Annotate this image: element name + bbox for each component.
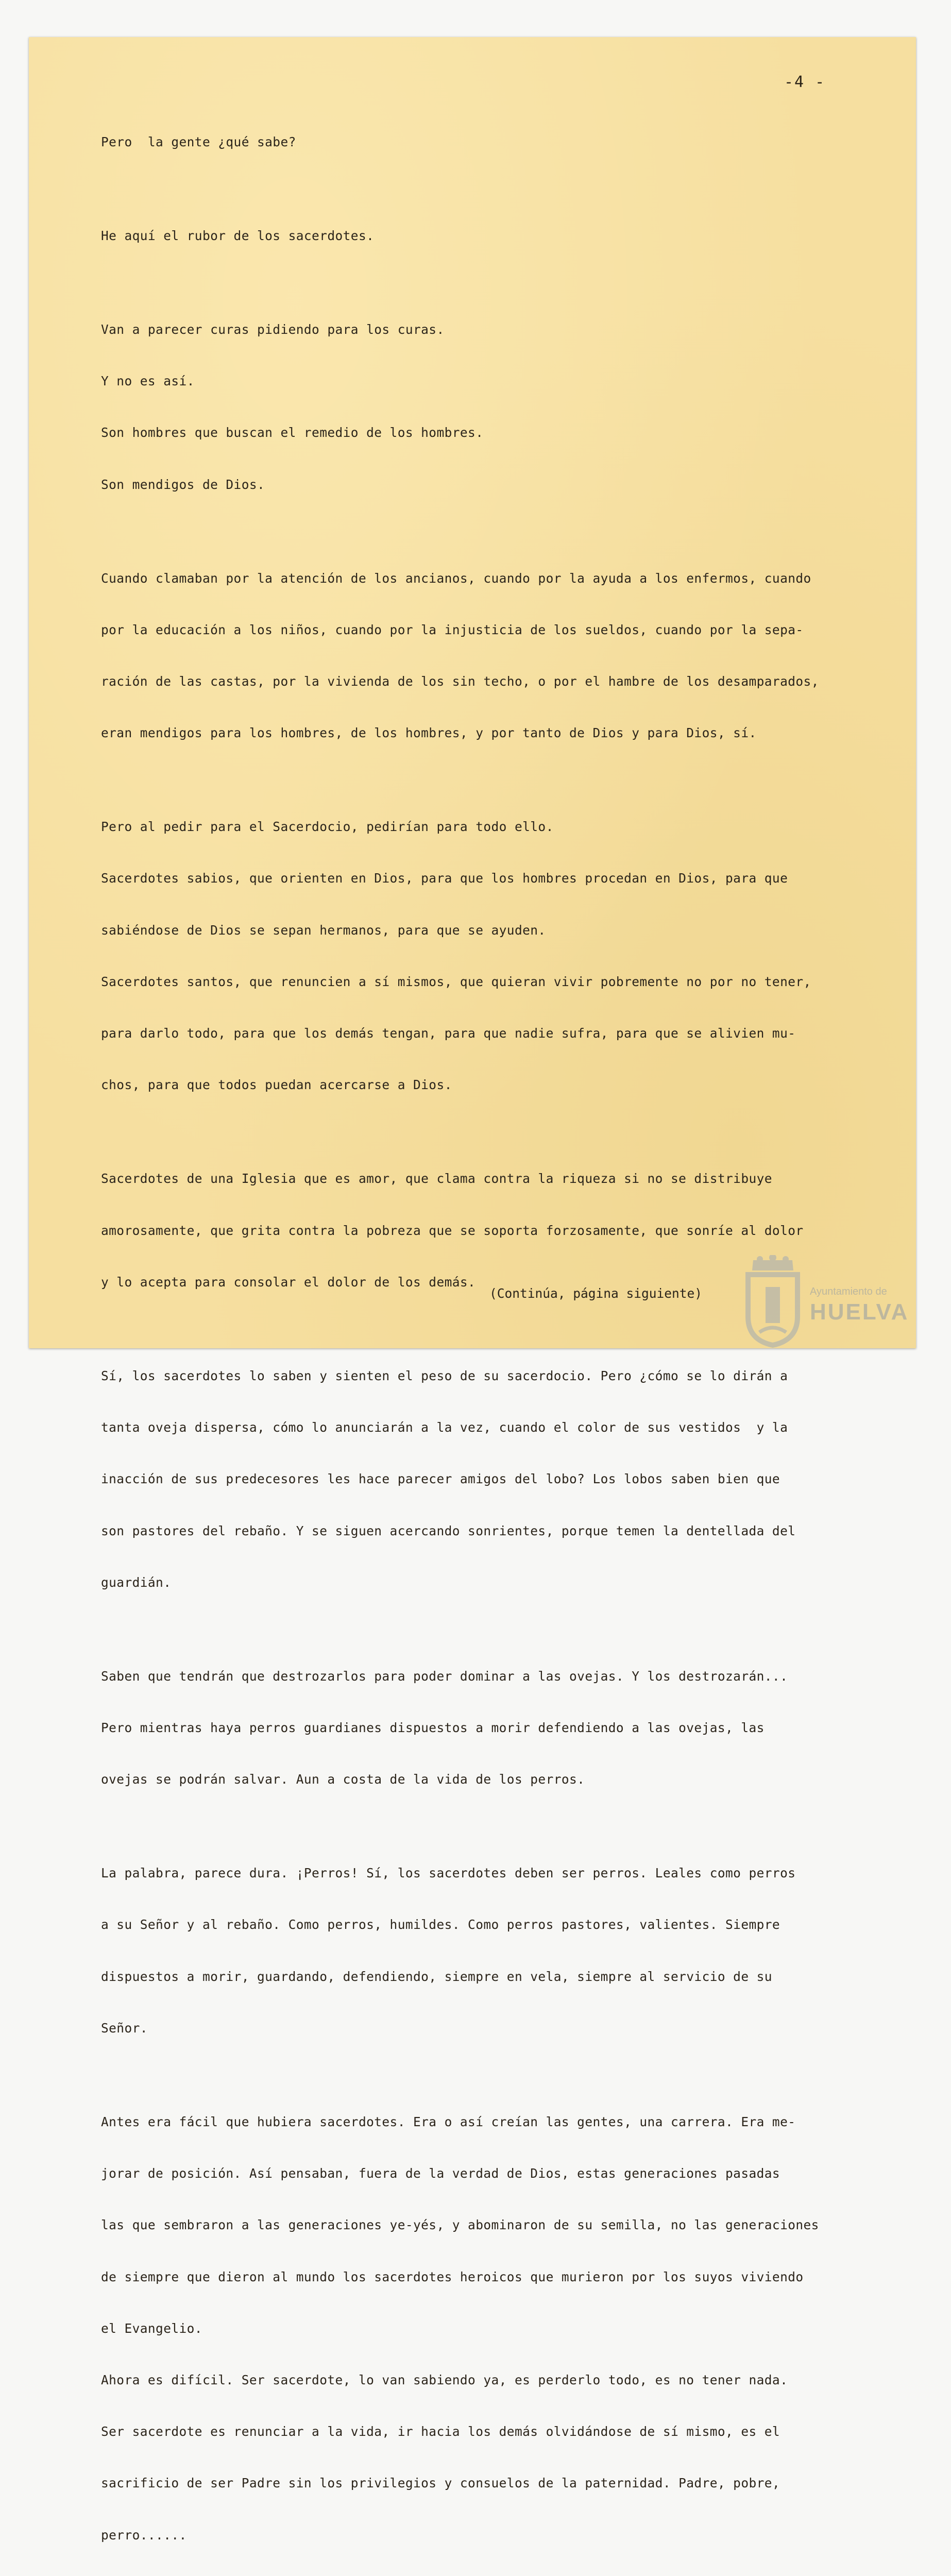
text-line: Pero mientras haya perros guardianes dispuestos a morir defendiendo a las ovejas, las (101, 1720, 765, 1735)
text-line: Ahora es difícil. Ser sacerdote, lo van sabiendo ya, es perderlo todo, es no tener nada. (101, 2372, 788, 2387)
text-line: Sacerdotes sabios, que orienten en Dios, para que los hombres procedan en Dios, para que (101, 871, 788, 886)
text-line: Y no es así. (101, 374, 195, 389)
paragraph-1 (101, 99, 894, 185)
watermark-line1: Ayuntamiento de (810, 1286, 887, 1297)
text-line: Son mendigos de Dios. (101, 477, 265, 492)
text-line: Sacerdotes de una Iglesia que es amor, que clama contra la riqueza si no se distribuye (101, 1171, 772, 1187)
text-line: He aquí el rubor de los sacerdotes. (101, 228, 375, 243)
watermark (742, 1255, 917, 1348)
paragraph-4 (101, 535, 894, 776)
continuation-note: (Continúa, página siguiente) (489, 1286, 703, 1301)
text-line: Son hombres que buscan el remedio de los hombres. (101, 425, 484, 440)
text-line: guardián. (101, 1574, 172, 1590)
text-line: inacción de sus predecesores les hace parecer amigos del lobo? Los lobos saben bien que (101, 1471, 780, 1487)
text-line: las que sembraron a las generaciones ye-yés, y abominaron de su semilla, no las generaciones (101, 2217, 819, 2233)
text-line: para darlo todo, para que los demás tengan, para que nadie sufra, para que se alivien mu- (101, 1026, 796, 1041)
paragraph-9 (101, 1830, 894, 2071)
text-line: perro...... (101, 2527, 187, 2543)
text-line: Antes era fácil que hubiera sacerdotes. Era o así creían las gentes, una carrera. Era me- (101, 2114, 796, 2129)
text-line: chos, para que todos puedan acercarse a Dios. (101, 1077, 452, 1093)
text-line: Ser sacerdote es renunciar a la vida, ir hacia los demás olvidándose de sí mismo, es el (101, 2424, 780, 2439)
page-number: -4 - (784, 73, 826, 91)
paragraph-5 (101, 784, 894, 1128)
text-line: Señor. (101, 2020, 148, 2036)
text-line: Pero al pedir para el Sacerdocio, pedirían para todo ello. (101, 819, 554, 835)
paragraph-8 (101, 1633, 894, 1822)
text-line: sabiéndose de Dios se sepan hermanos, para que se ayuden. (101, 922, 546, 938)
text-line: Cuando clamaban por la atención de los ancianos, cuando por la ayuda a los enfermos, cuando (101, 570, 811, 586)
paragraph-2 (101, 193, 894, 279)
text-line: Sacerdotes santos, que renuncien a sí mismos, que quieran vivir pobremente no por no tener, (101, 974, 811, 989)
text-line: tanta oveja dispersa, cómo lo anunciarán a la vez, cuando el color de sus vestidos y la (101, 1420, 788, 1435)
text-line: Sí, los sacerdotes lo saben y sienten el peso de su sacerdocio. Pero ¿cómo se lo dirán a (101, 1368, 788, 1383)
text-line: de siempre que dieron al mundo los sacerdotes heroicos que murieron por los suyos viviendo (101, 2269, 804, 2284)
text-line: ovejas se podrán salvar. Aun a costa de la vida de los perros. (101, 1772, 585, 1787)
text-line: eran mendigos para los hombres, de los hombres, y por tanto de Dios y para Dios, sí. (101, 725, 757, 741)
text-line: La palabra, parece dura. ¡Perros! Sí, los sacerdotes deben ser perros. Leales como perros (101, 1866, 796, 1881)
paragraph-10 (101, 2079, 894, 2576)
text-line: y lo acepta para consolar el dolor de los demás. (101, 1274, 476, 1290)
text-line: Pero la gente ¿qué sabe? (101, 134, 296, 149)
text-line: el Evangelio. (101, 2320, 202, 2336)
text-line: Saben que tendrán que destrozarlos para poder dominar a las ovejas. Y los destrozarán... (101, 1668, 788, 1684)
coat-of-arms-icon (742, 1255, 804, 1348)
text-line: son pastores del rebaño. Y se siguen acercando sonrientes, porque temen la dentellada del (101, 1523, 796, 1538)
text-line: ración de las castas, por la vivienda de los sin techo, o por el hambre de los desamparados, (101, 674, 819, 689)
text-line: por la educación a los niños, cuando por la injusticia de los sueldos, cuando por la sepa- (101, 622, 804, 637)
text-line: dispuestos a morir, guardando, defendiendo, siempre en vela, siempre al servicio de su (101, 1969, 772, 1984)
watermark-line2: HUELVA (810, 1299, 909, 1325)
text-line: jorar de posición. Así pensaban, fuera de la verdad de Dios, estas generaciones pasadas (101, 2166, 780, 2181)
text-line: amorosamente, que grita contra la pobreza que se soporta forzosamente, que sonríe al dolor (101, 1223, 804, 1238)
paragraph-7 (101, 1333, 894, 1625)
text-line: sacrificio de ser Padre sin los privilegios y consuelos de la paternidad. Padre, pobre, (101, 2476, 780, 2491)
text-line: Van a parecer curas pidiendo para los curas. (101, 321, 445, 337)
paragraph-3 (101, 286, 894, 528)
text-line: a su Señor y al rebaño. Como perros, humildes. Como perros pastores, valientes. Siempre (101, 1917, 780, 1933)
